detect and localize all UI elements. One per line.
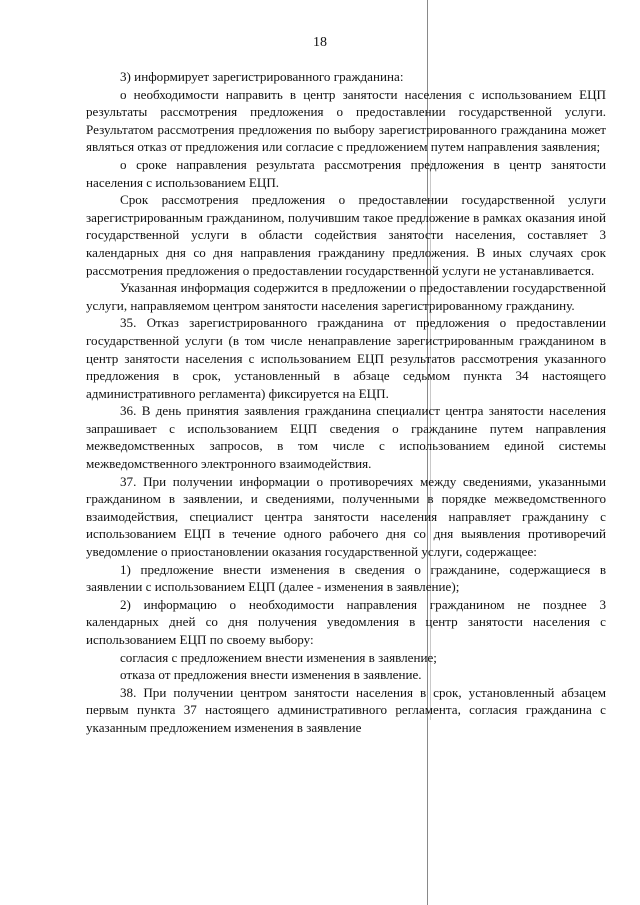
paragraph: 38. При получении центром занятости населения в срок, установленный абзацем первым пункта 37 настоящего административного регламента, согласия гражданина с указанным предложением изменения в заявление: [86, 684, 606, 735]
paragraph: отказа от предложения внести изменения в заявление.: [120, 667, 422, 683]
paragraph: 3) информирует зарегистрированного гражданина:: [120, 69, 404, 84]
paragraph: Срок рассмотрения предложения о предоставлении государственной услуги зарегистрированным гражданином, получившим такое предложение в рамках оказания иной государственной услуги в области содействия занятости населения, составляет 3 календарных дня со дня направления гражданину предложения. В иных случаях срок рассмотрения предложения о предоставлении государственной услуги не устанавливается.: [86, 192, 606, 278]
paragraph: Указанная информация содержится в предложении о предоставлении государственной услуги, направляемом центром занятости населения зарегистрированному гражданину.: [86, 280, 606, 313]
paragraph: согласия с предложением внести изменения в заявление;: [120, 649, 437, 665]
paragraph: 35. Отказ зарегистрированного гражданина от предложения о предоставлении государственной услуги (в том числе ненаправление зарегистрированным гражданином в центр занятости населения с использованием ЕЦП результатов рассмотрения указанного предложения в срок, установленный в абзаце седьмом пункта 34 настоящего административного регламента) фиксируется на ЕЦП.: [86, 315, 606, 401]
page-number: 18: [313, 35, 327, 50]
document-body: [86, 68, 606, 737]
paragraph: о сроке направления результата рассмотрения предложения в центр занятости населения с использованием ЕЦП.: [86, 156, 606, 190]
paragraph: 1) предложение внести изменения в сведения о гражданине, содержащиеся в заявлении с использованием ЕЦП (далее - изменения в заявление);: [86, 561, 606, 595]
paragraph: 37. При получении информации о противоречиях между сведениями, указанными гражданином в заявлении, и сведениями, полученными в порядке межведомственного взаимодействия, специалист центра занятости населения направляет гражданину с использованием ЕЦП в течение одного рабочего дня со дня выявления противоречий уведомление о приостановлении оказания государственной услуги, содержащее:: [86, 473, 606, 560]
paragraph: 2) информацию о необходимости направления гражданином не позднее 3 календарных дней со дня получения уведомления в центр занятости населения с использованием ЕЦП по своему выбору:: [86, 596, 606, 647]
paragraph: о необходимости направить в центр занятости населения с использованием ЕЦП результаты рассмотрения предложения о предоставлении государственной услуги. Результатом рассмотрения предложения по выбору зарегистрированного гражданина может являться отказ от предложения или согласие с предложением путем направления заявления;: [86, 86, 606, 155]
paragraph: 36. В день принятия заявления гражданина специалист центра занятости населения запрашивает с использованием ЕЦП сведения о гражданине путем направления межведомственных запросов, в том числе с использованием единой системы межведомственного электронного взаимодействия.: [86, 403, 606, 472]
